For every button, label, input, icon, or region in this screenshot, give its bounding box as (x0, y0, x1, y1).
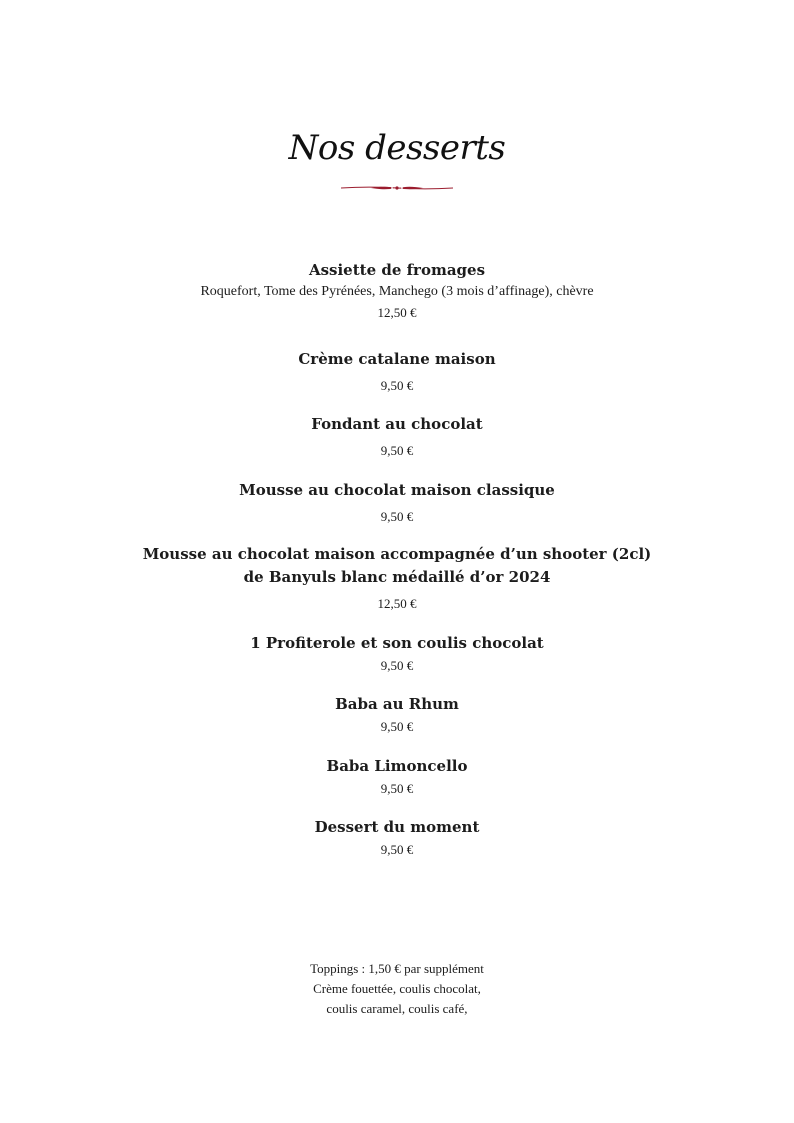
item-price: 12,50 € (377, 596, 417, 611)
item-name: Dessert du moment (314, 818, 480, 836)
item-price: 12,50 € (377, 305, 417, 320)
item-name: Fondant au chocolat (311, 415, 483, 433)
item-price: 9,50 € (380, 842, 414, 857)
item-price: 9,50 € (380, 509, 414, 524)
menu-item-creme-catalane (0, 348, 794, 395)
item-description: Roquefort, Tome des Pyrénées, Manchego (3 mois d’affinage), chèvre (200, 284, 594, 299)
menu-item-baba-limoncello (0, 755, 794, 798)
toppings-line3: coulis caramel, coulis café, (326, 1001, 468, 1016)
menu-item-mousse-banyuls (0, 543, 794, 613)
item-price: 9,50 € (380, 781, 414, 796)
item-name: Baba Limoncello (326, 757, 468, 775)
item-price: 9,50 € (380, 378, 414, 393)
item-name: Mousse au chocolat maison classique (239, 481, 555, 499)
page-title: Nos desserts (288, 128, 506, 168)
item-name: Assiette de fromages (308, 261, 486, 279)
menu-item-profiterole (0, 632, 794, 675)
toppings-line1: Toppings : 1,50 € par supplément (310, 961, 484, 976)
item-name: Baba au Rhum (335, 695, 459, 713)
item-name: 1 Profiterole et son coulis chocolat (250, 634, 544, 652)
toppings-note (0, 959, 794, 1019)
menu-item-fondant-chocolat (0, 413, 794, 460)
toppings-line2: Crème fouettée, coulis chocolat, (313, 981, 481, 996)
item-price: 9,50 € (380, 658, 414, 673)
item-name-line1: Mousse au chocolat maison accompagnée d’un shooter (2cl) (142, 545, 652, 563)
item-price: 9,50 € (380, 443, 414, 458)
menu-item-mousse-classique (0, 479, 794, 526)
menu-item-baba-rhum (0, 693, 794, 736)
menu-item-assiette-fromages (0, 259, 794, 322)
item-name-line2: de Banyuls blanc médaillé d’or 2024 (243, 568, 551, 586)
decorative-divider-icon (341, 183, 453, 193)
item-price: 9,50 € (380, 719, 414, 734)
item-name: Crème catalane maison (298, 350, 496, 368)
menu-item-dessert-moment (0, 816, 794, 859)
